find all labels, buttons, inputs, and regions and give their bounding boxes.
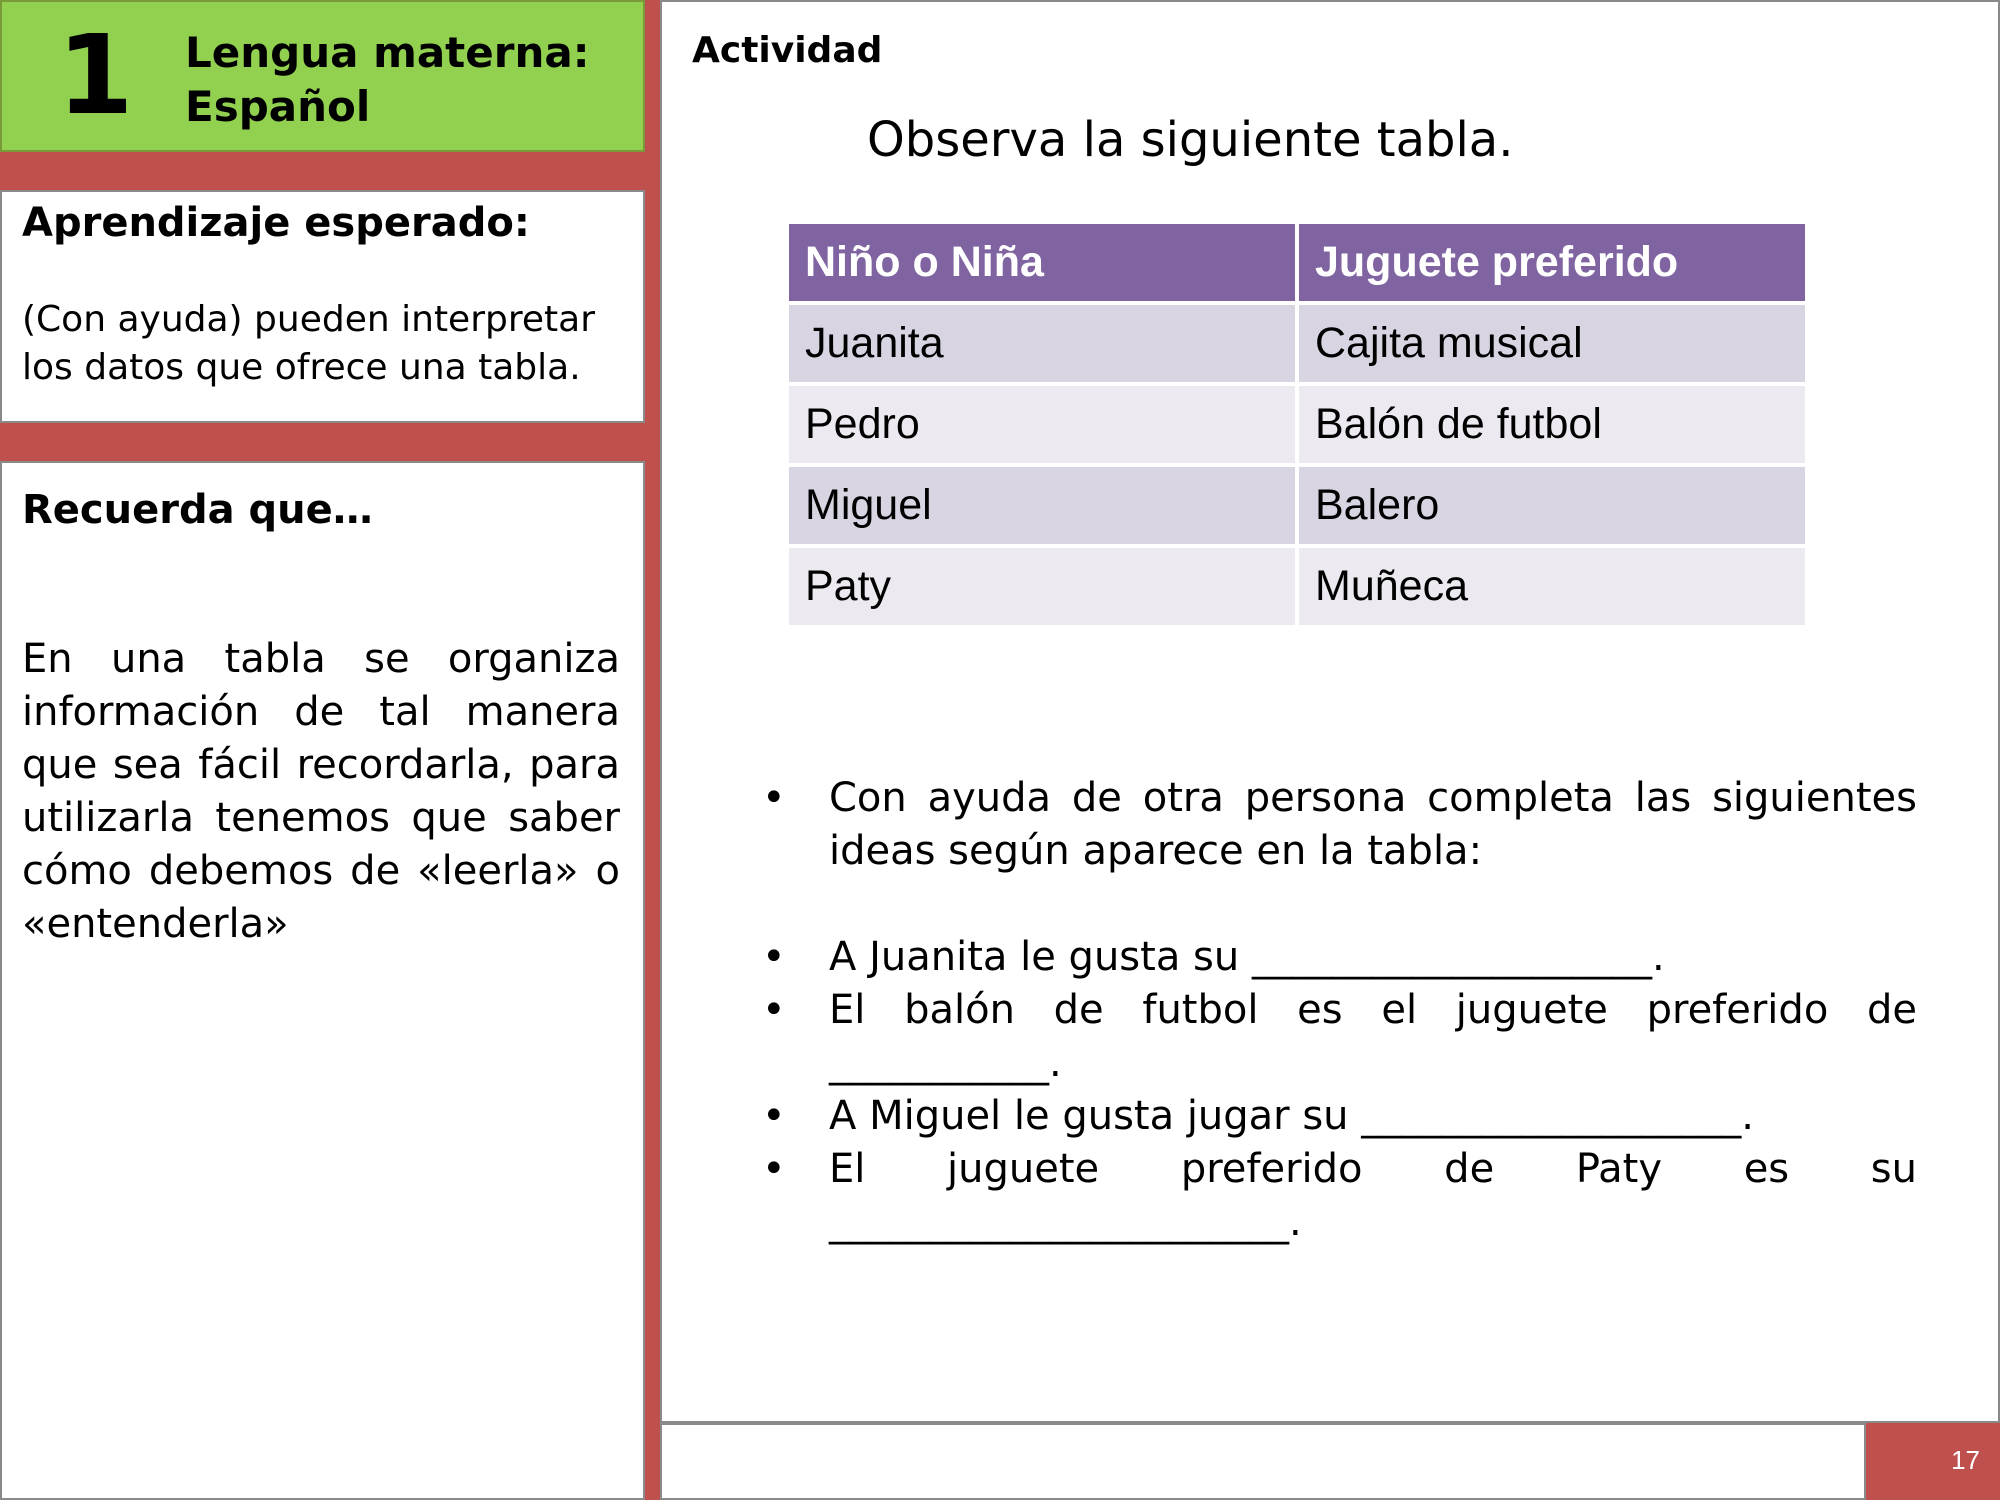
subject-title: Lengua materna: Español: [185, 28, 590, 131]
reminder-title: Recuerda que…: [22, 487, 373, 533]
table-cell-child: Pedro: [789, 386, 1295, 463]
activity-label: Actividad: [692, 30, 883, 71]
exercise-item: • A Juanita le gusta su ____________________.: [762, 931, 1917, 984]
table-row: [789, 548, 1805, 625]
expected-learning-title: Aprendizaje esperado:: [22, 200, 530, 246]
footer-strip: [660, 1423, 1866, 1500]
reminder-panel: [0, 461, 645, 1500]
table-row: [789, 386, 1805, 463]
table-header-row: [789, 224, 1805, 301]
exercise-item: • El balón de futbol es el juguete preferido de ___________.: [762, 984, 1917, 1090]
table-cell-child: Miguel: [789, 467, 1295, 544]
reminder-text: En una tabla se organiza información de tal manera que sea fácil recordarla, para utilizarla tenemos que saber cómo debemos de «leerla» o «entenderla»: [22, 636, 620, 947]
exercise-item: • El juguete preferido de Paty es su _______________________.: [762, 1143, 1917, 1249]
activity-panel: [660, 0, 2000, 1423]
table-cell-toy: Balón de futbol: [1299, 386, 1805, 463]
table-cell-toy: Cajita musical: [1299, 305, 1805, 382]
page-number: 17: [1951, 1445, 1980, 1475]
table-row: [789, 467, 1805, 544]
toy-preference-table: [785, 220, 1809, 629]
table-cell-child: Paty: [789, 548, 1295, 625]
exercise-list: [762, 772, 1917, 1249]
exercise-item: • A Miguel le gusta jugar su ___________________.: [762, 1090, 1917, 1143]
page-number-box: [1866, 1423, 2000, 1500]
exercise-intro: • Con ayuda de otra persona completa las siguientes ideas según aparece en la tabla:: [762, 772, 1917, 878]
lesson-header: [0, 0, 645, 152]
table-cell-toy: Muñeca: [1299, 548, 1805, 625]
column-header-child: Niño o Niña: [789, 224, 1295, 301]
expected-learning-panel: [0, 190, 645, 423]
table-cell-toy: Balero: [1299, 467, 1805, 544]
lesson-number: 1: [57, 11, 134, 139]
expected-learning-text: (Con ayuda) pueden interpretar los datos que ofrece una tabla.: [22, 299, 595, 388]
table-row: [789, 305, 1805, 382]
column-header-toy: Juguete preferido: [1299, 224, 1805, 301]
activity-instruction: Observa la siguiente tabla.: [867, 112, 1514, 168]
table-cell-child: Juanita: [789, 305, 1295, 382]
